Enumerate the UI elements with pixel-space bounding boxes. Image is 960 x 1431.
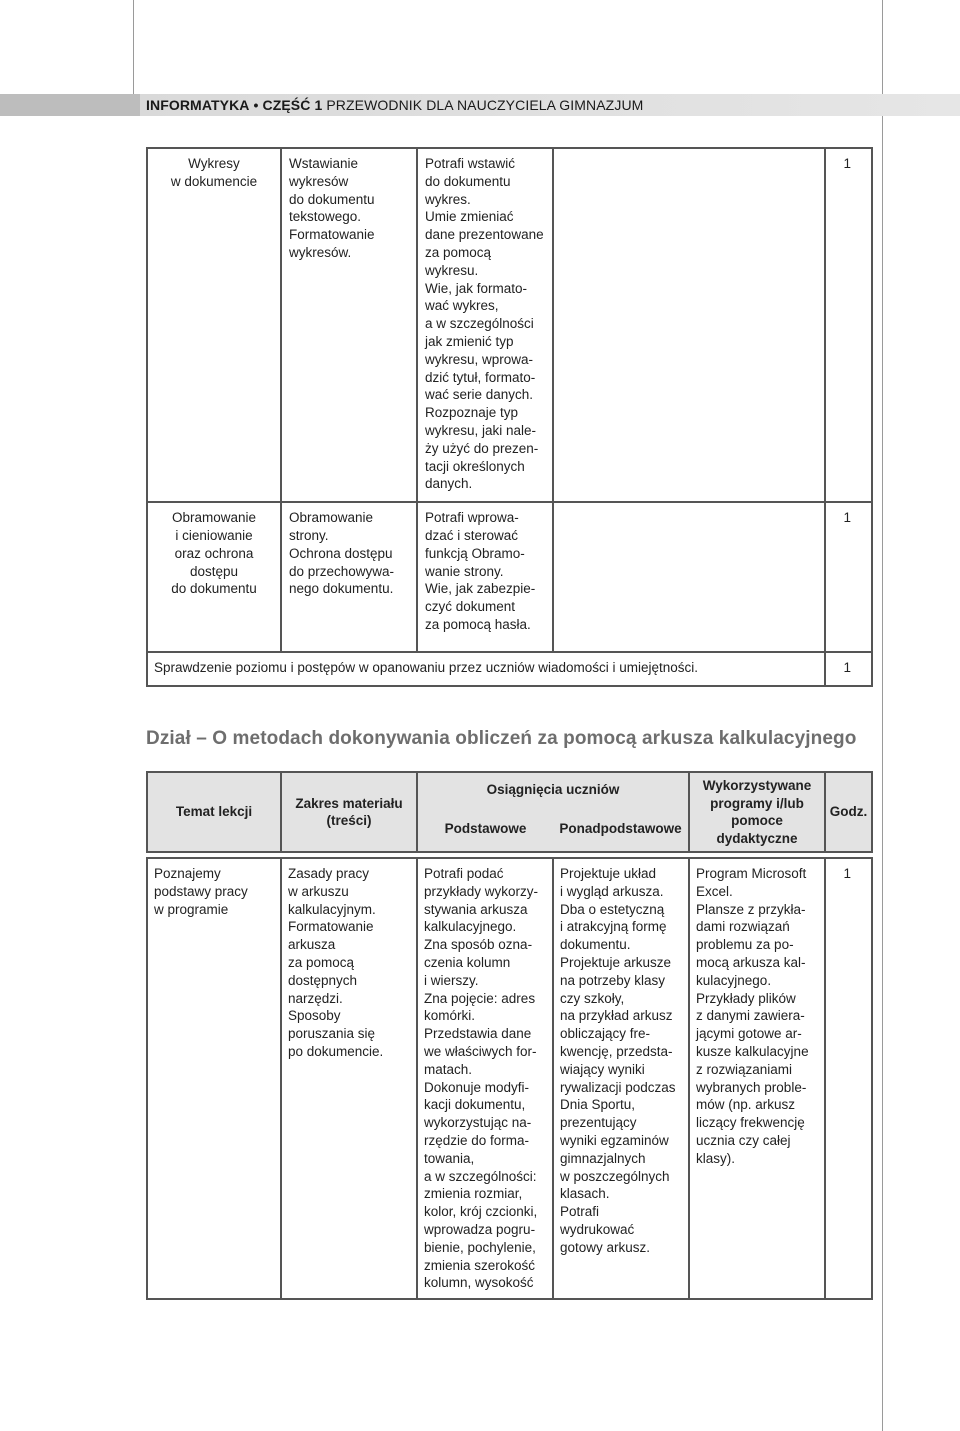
header-topic: Temat lekcji: [147, 772, 281, 852]
header-subject: INFORMATYKA: [146, 97, 250, 113]
table-header-row: [147, 772, 872, 807]
software-cell: Program Microsoft Excel. Plansze z przykła- dami rozwiązań problemu za po- mocą arkusza kal- kulacyjnego. Przykłady plików z danymi zawiera- jącymi gotowe ar- kusze kalkulacyjne z rozwiązaniami wybranych proble- mów (np. arkusz liczący frekwencję ucznia czy całej klasy).: [689, 858, 825, 1299]
header-scope: Zakres materiału (treści): [281, 772, 417, 852]
page-guide-line-right: [882, 0, 883, 1431]
scope-cell: Obramowanie strony. Ochrona dostępu do przechowywa- nego dokumentu.: [281, 502, 417, 652]
advanced-achievements-cell: Projektuje układ i wygląd arkusza. Dba o estetyczną i atrakcyjną formę dokumentu. Projektuje arkusze na potrzeby klasy czy szkoły, na przykład arkusz obliczający fre- kwencję, przedsta- wiający wyniki rywalizacji podczas Dnia Sportu, prezentujący wyniki egzaminów gimnazjalnych w poszczególnych klasach. Potrafi wydrukować gotowy arkusz.: [553, 858, 689, 1299]
topic-cell: Wykresy w dokumencie: [147, 148, 281, 502]
header-achievements: Osiągnięcia uczniów: [417, 772, 689, 807]
summary-row: [147, 652, 872, 686]
hours-cell: 1: [825, 148, 872, 502]
lesson-plan-table-continued: [146, 147, 873, 687]
header-bullet: •: [253, 97, 263, 113]
hours-cell: 1: [825, 502, 872, 652]
table-row: [147, 148, 872, 502]
page-guide-line-left: [133, 0, 134, 94]
header-basic: Podstawowe: [417, 807, 553, 852]
scope-cell: Zasady pracy w arkuszu kalkulacyjnym. Formatowanie arkusza za pomocą dostępnych narzędzi. Sposoby poruszania się po dokumencie.: [281, 858, 417, 1299]
basic-achievements-cell: Potrafi wprowa- dzać i sterować funkcją Obramo- wanie strony. Wie, jak zabezpie- czyć dokument za pomocą hasła.: [417, 502, 553, 652]
summary-text: Sprawdzenie poziomu i postępów w opanowaniu przez uczniów wiadomości i umiejętności.: [147, 652, 825, 686]
topic-cell: Obramowanie i cieniowanie oraz ochrona dostępu do dokumentu: [147, 502, 281, 652]
header-guide: PRZEWODNIK DLA NAUCZYCIELA GIMNAZJUM: [326, 97, 644, 113]
header-part: CZĘŚĆ 1: [262, 97, 323, 113]
section-title: Dział – O metodach dokonywania obliczeń za pomocą arkusza kalkulacyjnego: [146, 728, 857, 749]
summary-hours: 1: [825, 652, 872, 686]
header-software: Wykorzystywane programy i/lub pomoce dydaktyczne: [689, 772, 825, 852]
topic-cell: Poznajemy podstawy pracy w programie: [147, 858, 281, 1299]
header-advanced: Ponadpodstawowe: [553, 807, 689, 852]
scope-cell: Wstawianie wykresów do dokumentu tekstowego. Formatowanie wykresów.: [281, 148, 417, 502]
table-row: [147, 858, 872, 1299]
running-header: [146, 96, 643, 114]
header-hours: Godz.: [825, 772, 872, 852]
basic-achievements-cell: Potrafi podać przykłady wykorzy- stywania arkusza kalkulacyjnego. Zna sposób ozna- czenia kolumn i wierszy. Zna pojęcie: adres komórki. Przedstawia dane we właściwych for- matach. Dokonuje modyfi- kacji dokumentu, wykorzystując na- rzędzie do forma- towania, a w szczególności: zmienia rozmiar, kolor, krój czcionki, wprowadza pogru- bienie, pochylenie, zmienia szerokość kolumn, wysokość: [417, 858, 553, 1299]
basic-achievements-cell: Potrafi wstawić do dokumentu wykres. Umie zmieniać dane prezentowane za pomocą wykresu. Wie, jak formato- wać wykres, a w szczególności jak zmienić typ wykresu, wprowa- dzić tytuł, formato- wać serie danych. Rozpoznaje typ wykresu, jaki nale- ży użyć do prezen- tacji określonych danych.: [417, 148, 553, 502]
empty-cell: [553, 148, 825, 502]
empty-cell: [553, 502, 825, 652]
hours-cell: 1: [825, 858, 872, 1299]
table-row: [147, 502, 872, 652]
lesson-plan-table: [146, 771, 873, 1300]
